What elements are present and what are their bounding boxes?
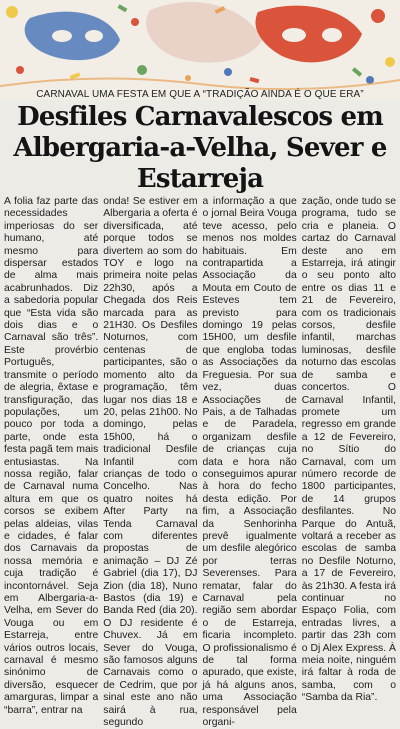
article-column-1: A folia faz parte das necessidades imperiosas do ser humano, até mesmo para dispersar estados de alma mais acabrunhados. Diz a sabedoria popular que “Esta vida são dois dias e o Carnaval são três”. Este provérbio Português, transmite o período de alegria, êxtase e transfiguração, das populações, um pouco por toda a parte, onde esta festa pagã tem mais entusiastas. Na nossa região, falar de Carnaval numa altura em que os corsos se exibem pelas aldeias, vilas e cidades, é falar dos Carnavais da nossa memória e cuja tradição é incontornável. Seja em Albergaria-a-Velha, em Sever do Vouga ou em Estarreja, entre vários outros locais, carnaval é mesmo sinónimo de diversão, esquecer amarguras, limpar a “barra”, entrar na [4,196,99,716]
article-column-3: a informação a que o jornal Beira Vouga teve acesso, pelo menos nos moldes habituais. Em contrapartida a Associação da Mouta em Couto de Esteves tem previsto para domingo 19 pelas 15H00, um desfile que engloba todas as Associações da Freguesia. Por sua vez, duas Associações de Pais, a de Talhadas e de Paradela, organizam desfile de crianças cuja data e hora não conseguimos apurar à hora do fecho desta edição. Por fim, a Associação da Senhorinha prevê igualmente um desfile alegórico por terras Severenses. Para rematar, falar do Carnaval pela região sem abordar o de Estarreja, ficaria incompleto. O profissionalismo é de tal forma apurado, que existe, já há alguns anos, uma Associação responsável pela organi- [202,196,297,729]
article-body [4,196,396,729]
headline: Desfiles Carnavalescos em Albergaria-a-Velha, Sever e Estarreja [13,102,387,194]
article-column-2: onda! Se estiver em Albergaria a oferta é diversificada, até porque todos se divertem ao som do TOY e logo na primeira noite pelas 22h30, após a Chegada dos Reis marcada para as 21H30. Os Desfiles Noturnos, com centenas de participantes, são o momento alto da programação, têm lugar nos dias 18 e 20, pelas 21h00. No domingo, pelas 15h00, há o tradicional Desfile Infantil com crianças de todo o Concelho. Nas quatro noites há After Party na Tenda Carnaval com diferentes propostas de animação – DJ Zé Gabriel (dia 17), DJ Zion (dia 18), Nuno Bastos (dia 19) e Banda Red (dia 20). O DJ residente é Chuvex. Já em Sever do Vouga, são famosos alguns Carnavais como o de Cedrim, que por sinal este ano não sairá à rua, segundo [103,196,198,729]
article-column-4: zação, onde tudo se programa, tudo se cria e planeia. O cartaz do Carnaval deste ano em Estarreja, irá atingir o seu ponto alto entre os dias 11 e 21 de Fevereiro, com os tradicionais corsos, desfile infantil, marchas luminosas, desfile noturno das escolas de samba e concertos. O Carnaval Infantil, promete um regresso em grande a 12 de Fevereiro, no Sítio do Carnaval, com um número recorde de 1800 participantes, de 14 grupos desfilantes. No Parque do Antuã, voltará a receber as escolas de samba no Desfile Noturno, a 17 de Fevereiro, às 21h30. A festa irá continuar no Espaço Folia, com entradas livres, a partir das 23h com o Dj Alex Express. À meia noite, ninguém irá faltar à roda de samba, com o “Samba da Ria”. [301,196,396,704]
kicker: CARNAVAL UMA FESTA EM QUE A “TRADIÇÃO AINDA É O QUE ERA” [36,89,364,100]
confetti-illustration [0,0,400,100]
carnival-banner [0,0,400,100]
